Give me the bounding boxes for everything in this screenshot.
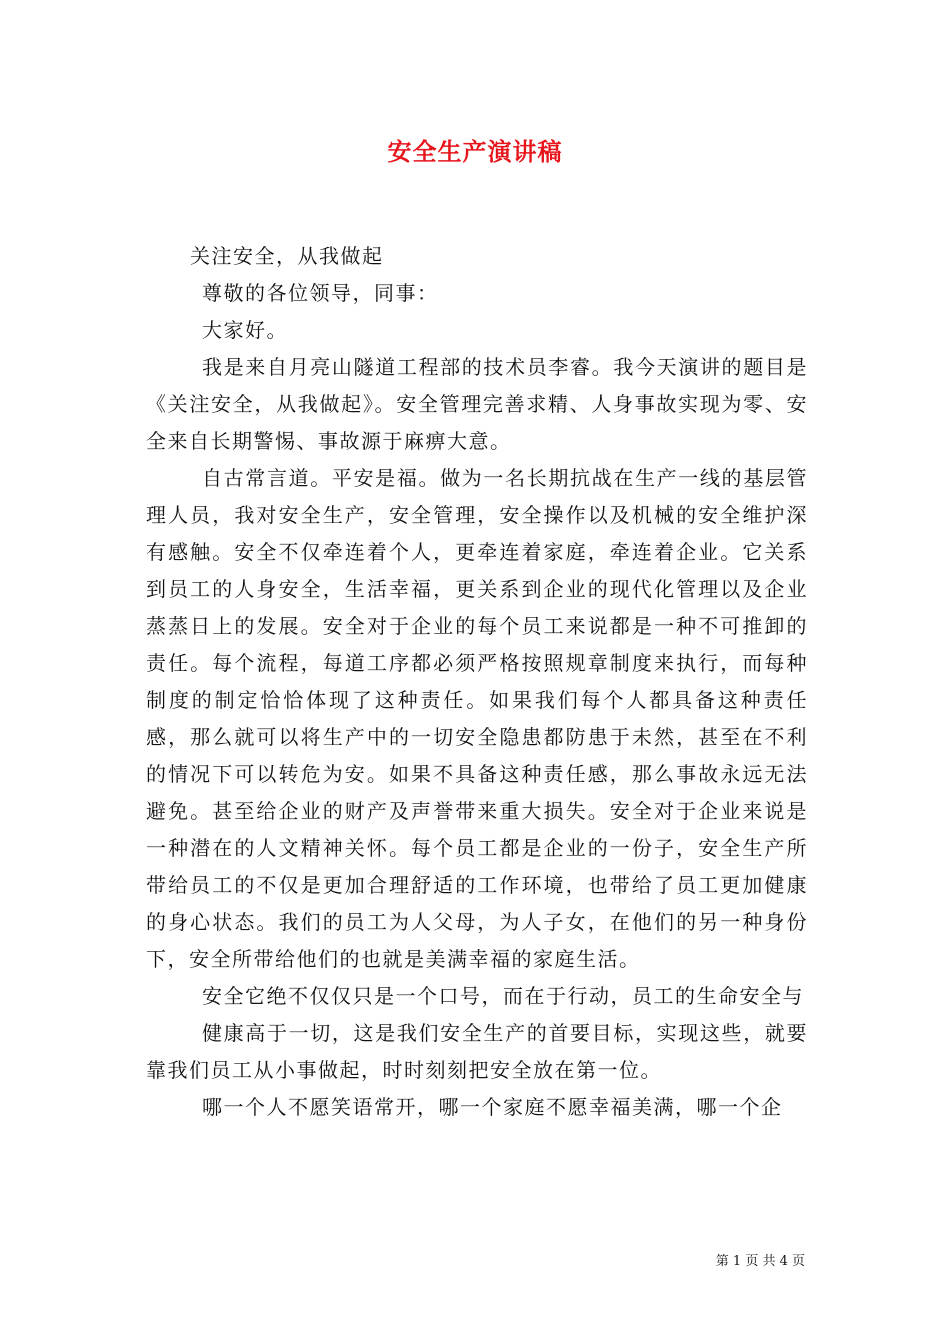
greeting: 大家好。 [202,318,288,342]
speech-heading: 关注安全，从我做起 [190,244,384,268]
paragraph-closing: 哪一个人不愿笑语常开，哪一个家庭不愿幸福美满，哪一个企 [202,1095,783,1119]
paragraph-action: 安全它绝不仅仅只是一个口号，而在于行动，员工的生命安全与 [202,984,804,1008]
paragraph-health: 健康高于一切，这是我们安全生产的首要目标，实现这些，就要靠我们员工从小事做起，时时刻刻把安全放在第一位。 [146,1021,808,1082]
document-title: 安全生产演讲稿 [387,137,563,166]
salutation: 尊敬的各位领导，同事： [202,281,439,305]
page-number: 第 1 页 共 4 页 [715,1254,805,1269]
document-body [146,238,808,1126]
paragraph-main: 自古常言道。平安是福。做为一名长期抗战在生产一线的基层管理人员，我对安全生产，安全管理，安全操作以及机械的安全维护深有感触。安全不仅牵连着个人，更牵连着家庭，牵连着企业。它关系到员工的人身安全，生活幸福，更关系到企业的现代化管理以及企业蒸蒸日上的发展。安全对于企业的每个员工来说都是一种不可推卸的责任。每个流程，每道工序都必须严格按照规章制度来执行，而每种制度的制定恰恰体现了这种责任。如果我们每个人都具备这种责任感，那么就可以将生产中的一切安全隐患都防患于未然，甚至在不利的情况下可以转危为安。如果不具备这种责任感，那么事故永远无法避免。甚至给企业的财产及声誉带来重大损失。安全对于企业来说是一种潜在的人文精神关怀。每个员工都是企业的一份子，安全生产所带给员工的不仅是更加合理舒适的工作环境，也带给了员工更加健康的身心状态。我们的员工为人父母，为人子女，在他们的另一种身份下，安全所带给他们的也就是美满幸福的家庭生活。 [146,466,808,971]
paragraph-intro: 我是来自月亮山隧道工程部的技术员李睿。我今天演讲的题目是《关注安全，从我做起》。安全管理完善求精、人身事故实现为零、安全来自长期警惕、事故源于麻痹大意。 [146,355,808,453]
